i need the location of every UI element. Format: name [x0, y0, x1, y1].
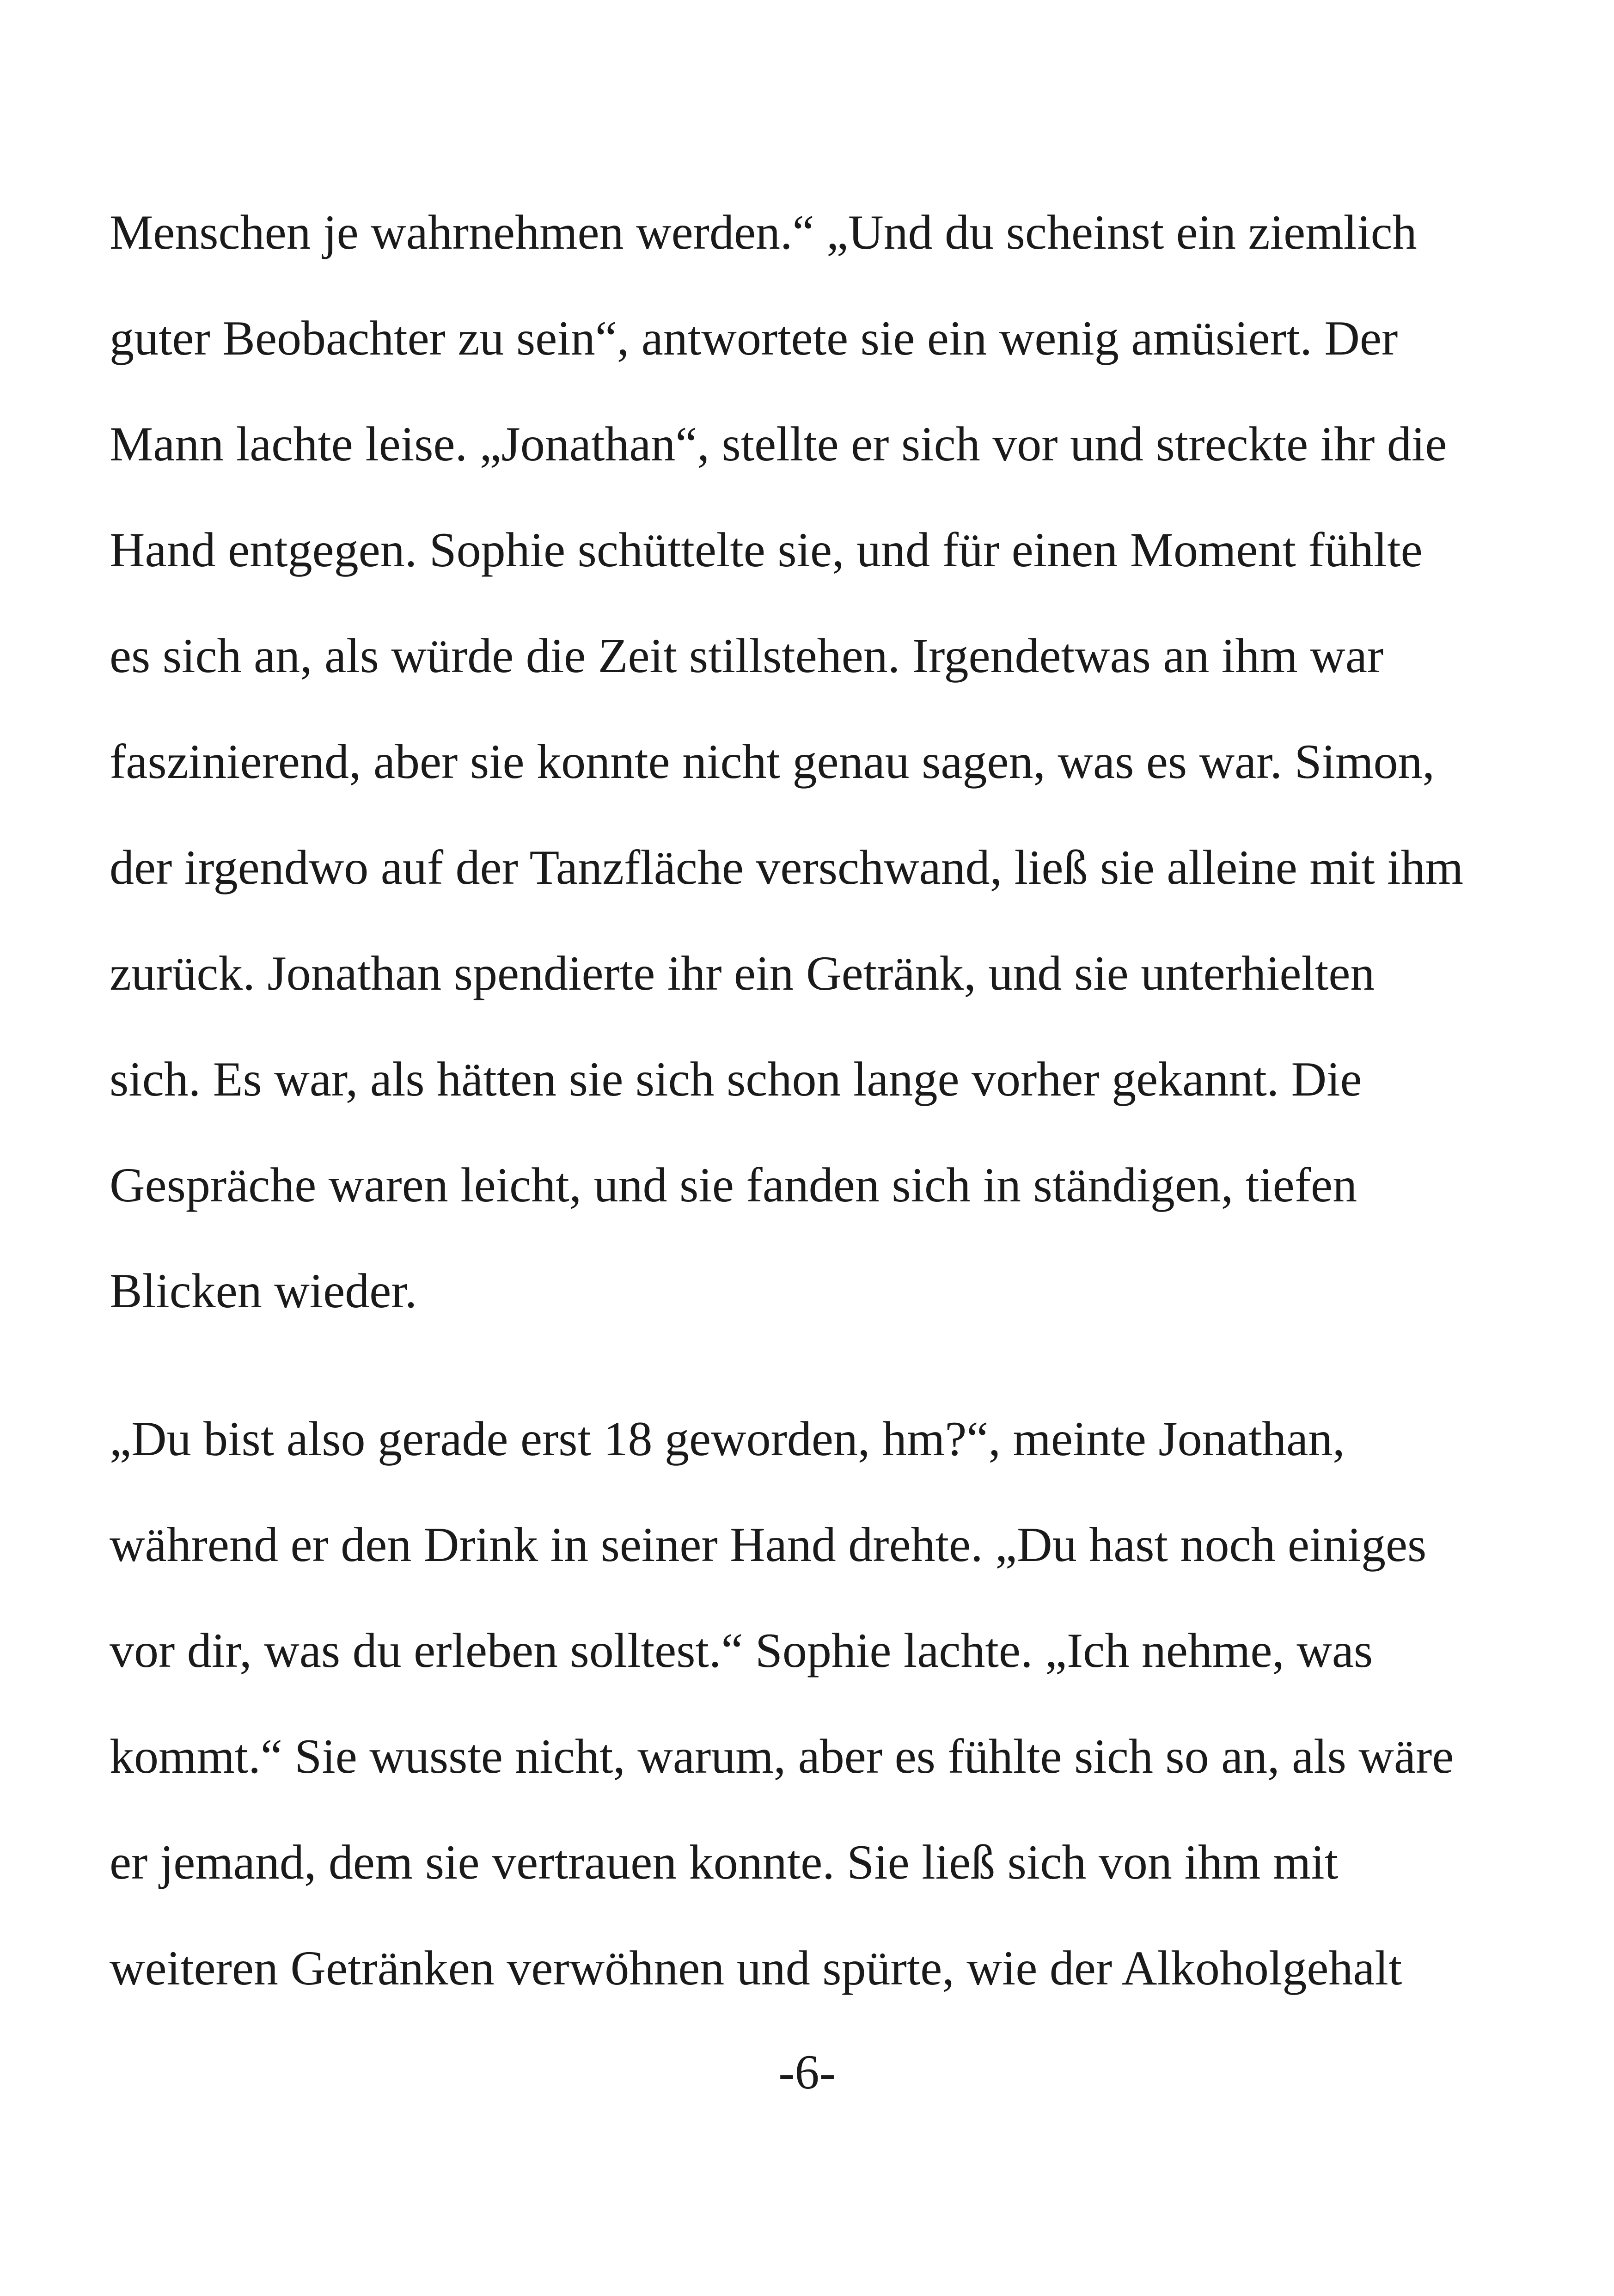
text-line: es sich an, als würde die Zeit stillstehen. Irgendetwas an ihm war	[110, 629, 1384, 683]
text-line: vor dir, was du erleben solltest.“ Sophie lachte. „Ich nehme, was	[110, 1623, 1373, 1678]
text-line: kommt.“ Sie wusste nicht, warum, aber es fühlte sich so an, als wäre	[110, 1729, 1454, 1783]
text-line: guter Beobachter zu sein“, antwortete sie ein wenig amüsiert. Der	[110, 311, 1398, 365]
text-line: Blicken wieder.	[110, 1264, 417, 1318]
text-line: Mann lachte leise. „Jonathan“, stellte er sich vor und streckte ihr die	[110, 417, 1447, 471]
text-line: „Du bist also gerade erst 18 geworden, hm?“, meinte Jonathan,	[110, 1412, 1345, 1466]
text-line: sich. Es war, als hätten sie sich schon lange vorher gekannt. Die	[110, 1052, 1362, 1106]
text-line: zurück. Jonathan spendierte ihr ein Getränk, und sie unterhielten	[110, 946, 1375, 1000]
text-line: er jemand, dem sie vertrauen konnte. Sie ließ sich von ihm mit	[110, 1835, 1339, 1889]
page-number: -6-	[778, 2045, 836, 2099]
text-line: Gespräche waren leicht, und sie fanden sich in ständigen, tiefen	[110, 1158, 1357, 1212]
text-line: während er den Drink in seiner Hand drehte. „Du hast noch einiges	[110, 1518, 1427, 1572]
text-line: Hand entgegen. Sophie schüttelte sie, und für einen Moment fühlte	[110, 523, 1423, 577]
text-line: Menschen je wahrnehmen werden.“ „Und du scheinst ein ziemlich	[110, 205, 1417, 259]
text-line: der irgendwo auf der Tanzfläche verschwand, ließ sie alleine mit ihm	[110, 840, 1464, 894]
text-line: faszinierend, aber sie konnte nicht genau sagen, was es war. Simon,	[110, 735, 1435, 789]
text-line: weiteren Getränken verwöhnen und spürte, wie der Alkoholgehalt	[110, 1941, 1402, 1995]
